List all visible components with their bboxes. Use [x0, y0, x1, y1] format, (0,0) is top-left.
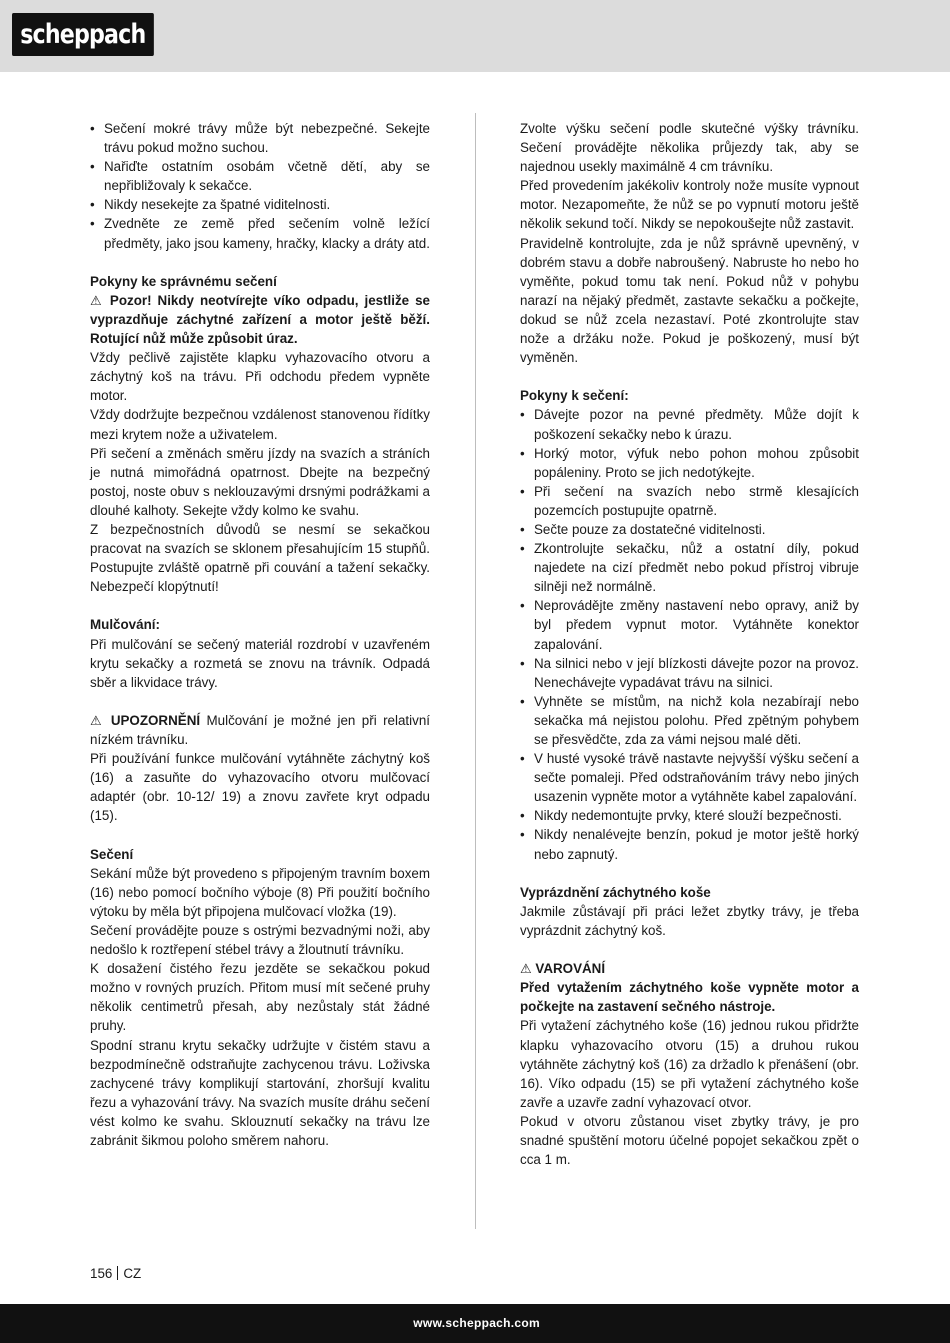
- section-heading: Mulčování:: [90, 617, 160, 633]
- list-item: • Neprovádějte změny nastavení nebo opravy, aniž by byl předem vypnut motor. Vytáhněte konektor zapalování.: [520, 596, 859, 653]
- list-item: • Nikdy nenalévejte benzín, pokud je motor ještě horký nebo zapnutý.: [520, 825, 859, 863]
- warning-paragraph: Před vytažením záchytného koše vypněte motor a počkejte na zastavení sečného nástroje.: [520, 980, 859, 1015]
- warning-triangle-icon: ⚠: [90, 292, 104, 308]
- list-item: • Vyhněte se místům, na nichž kola nezabírají nebo sekačka má nejistou polohu. Před zpětným pohybem se přesvědčte, zda za vámi nejsou malé děti.: [520, 692, 859, 749]
- list-item: • Zvedněte ze země před sečením volně ležící předměty, jako jsou kameny, hračky, klacky a dráty atd.: [90, 214, 430, 252]
- list-item: • Sečte pouze za dostatečné viditelnosti.: [520, 520, 859, 539]
- section-heading: Pokyny ke správnému sečení: [90, 273, 277, 289]
- paragraph: Vždy pečlivě zajistěte klapku vyhazovacího otvoru a záchytný koš na trávu. Při odchodu předem vypněte motor.: [90, 350, 430, 404]
- website-link[interactable]: www.scheppach.com: [413, 1316, 540, 1330]
- column-divider: [475, 113, 476, 1229]
- list-item: • Nařiďte ostatním osobám včetně dětí, aby se nepřibližovaly k sekačce.: [90, 157, 430, 195]
- paragraph: Pokud v otvoru zůstanou viset zbytky trávy, je pro snadné spuštění motoru účelné popojet sekačkou zpět o cca 1 m.: [520, 1113, 859, 1168]
- safety-bullet-list: [90, 119, 430, 253]
- paragraph: Před provedením jakékoliv kontroly nože musíte vypnout motor. Nezapomeňte, že nůž se po vypnutí motoru ještě několik sekund točí. Nikdy se nepokoušejte nůž zastavit.: [520, 178, 859, 232]
- warning-paragraph: ⚠ Pozor! Nikdy neotvírejte víko odpadu, jestliže se vyprazdňuje záchytné zařízení a motor ještě běží. Rotující nůž může způsobit úraz.: [90, 292, 431, 347]
- section-heading: Sečení: [90, 846, 134, 862]
- paragraph: Zvolte výšku sečení podle skutečné výšky trávníku. Sečení provádějte několika průjezdy tak, aby se najednou usekly maximálně 4 cm trávníku.: [520, 121, 859, 175]
- warning-heading: ⚠ VAROVÁNÍ: [520, 961, 606, 977]
- language-code: CZ: [123, 1266, 142, 1281]
- header-bar: [0, 0, 950, 72]
- list-item: • Nikdy nedemontujte prvky, které slouží bezpečnosti.: [520, 806, 859, 825]
- paragraph: Při používání funkce mulčování vytáhněte záchytný koš (16) a zasuňte do vyhazovacího otvoru mulčovací adaptér (obr. 10-12/ 19) a znovu zavřete kryt odpadu (15).: [90, 751, 430, 824]
- page-number: 156: [90, 1266, 113, 1281]
- warning-triangle-icon: ⚠: [520, 961, 532, 977]
- paragraph: Sekání může být provedeno s připojeným travním boxem (16) nebo pomocí bočního výboje (8) Při použití bočního výtoku by měla být připojena mulčovací vložka (19).: [90, 865, 430, 919]
- list-item: • V husté vysoké trávě nastavte nejvyšší výšku sečení a sečte pomaleji. Před odstraňováním trávy nebo jiných usazenin vypněte motor a vytáhněte kabel zapalování.: [520, 749, 859, 806]
- paragraph: Pravidelně kontrolujte, zda je nůž správně upevněný, v dobrém stavu a dobře nabroušený. Nabruste ho nebo ho vyměňte, pokud tomu tak není. Pokud nůž v pohybu narazí na nějaký předmět, zastavte sekačku a počkejte, dokud se nůž zcela nezastaví. Poté zkontrolujte stav nože a držáku nože. Pokud je poškozený, musí být vyměněn.: [520, 235, 859, 366]
- notice-paragraph: ⚠ UPOZORNĚNÍ Mulčování je možné jen při relativní nízkém trávníku.: [90, 712, 430, 747]
- list-item: • Sečení mokré trávy může být nebezpečné. Sekejte trávu pokud možno suchou.: [90, 119, 430, 157]
- right-column: [520, 119, 859, 1169]
- paragraph: Při vytažení záchytného koše (16) jednou rukou přidržte klapku vyhazovacího otvoru (15) a druhou rukou vytáhněte záchytný koš (16) za držadlo k přenášení (obr. 16). Víko odpadu (15) se při vytažení záchytného koše zavře a uzavře zadní vyhazovací otvor.: [520, 1018, 859, 1110]
- footer-bar: [0, 1304, 950, 1343]
- list-item: • Zkontrolujte sekačku, nůž a ostatní díly, pokud najedete na cizí předmět nebo pokud přístroj vibruje silněji než normálně.: [520, 539, 859, 596]
- paragraph: Spodní stranu krytu sekačky udržujte v čistém stavu a bezpodmínečně odstraňujte zachycenou trávu. Loživska zachycené trávy komplikují startování, zhoršují kvalitu řezu a vyhazování trávy. Na svazích musíte dráhu sečení vést kolmo ke svahu. Sklouznutí sekačky na trávu lze zabránit šikmou poloho směrem nahoru.: [90, 1037, 430, 1148]
- section-heading: Vyprázdnění záchytného koše: [520, 884, 711, 900]
- list-item: • Při sečení na svazích nebo strmě klesajících pozemcích postupujte opatrně.: [520, 482, 859, 520]
- mowing-instructions-list: [520, 405, 859, 863]
- paragraph: K dosažení čistého řezu jezděte se sekačkou pokud možno v rovných pruzích. Přitom musí mít sečené pruhy několik centimetrů přesah, aby nezůstaly stát žádné pruhy.: [90, 961, 430, 1034]
- paragraph: Při mulčování se sečený materiál rozdrobí v uzavřeném krytu sekačky a rozmetá se znovu na trávník. Odpadá sběr a likvidace trávy.: [90, 636, 430, 690]
- paragraph: Vždy dodržujte bezpečnou vzdálenost stanovenou řídítky mezi krytem nože a uživatelem.: [90, 407, 430, 442]
- section-heading: Pokyny k sečení:: [520, 388, 629, 404]
- paragraph: Z bezpečnostních důvodů se nesmí se sekačkou pracovat na svazích se sklonem přesahujícím 15 stupňů. Postupujte zvláště opatrně při couvání a tažení sekačky. Nebezpečí klopýtnutí!: [90, 521, 430, 595]
- left-column: [90, 119, 430, 1150]
- paragraph: Sečení provádějte pouze s ostrými bezvadnými noži, aby nedošlo k roztřepení stébel trávy a žloutnutí trávníku.: [90, 922, 430, 958]
- list-item: • Dávejte pozor na pevné předměty. Může dojít k poškození sekačky nebo k úrazu.: [520, 405, 859, 443]
- paragraph: Při sečení a změnách směru jízdy na svazích a stráních je nutná mimořádná opatrnost. Dbejte na bezpečný postoj, noste obuv s neklouzavými drsnými podrážkami a dlouhé kalhoty. Sekejte vždy kolmo ke svahu.: [90, 445, 430, 518]
- paragraph: Jakmile zůstávají při práci ležet zbytky trávy, je třeba vyprázdnit záchytný koš.: [520, 903, 859, 938]
- list-item: • Horký motor, výfuk nebo pohon mohou způsobit popáleniny. Proto se jich nedotýkejte.: [520, 444, 859, 482]
- scheppach-logo: scheppach: [12, 13, 154, 56]
- page-footer: [90, 1265, 141, 1283]
- list-item: • Na silnici nebo v její blízkosti dávejte pozor na provoz. Nenechávejte vypadávat trávu na silnici.: [520, 654, 859, 692]
- list-item: • Nikdy nesekejte za špatné viditelnosti.: [90, 195, 430, 214]
- warning-triangle-icon: ⚠: [90, 712, 105, 728]
